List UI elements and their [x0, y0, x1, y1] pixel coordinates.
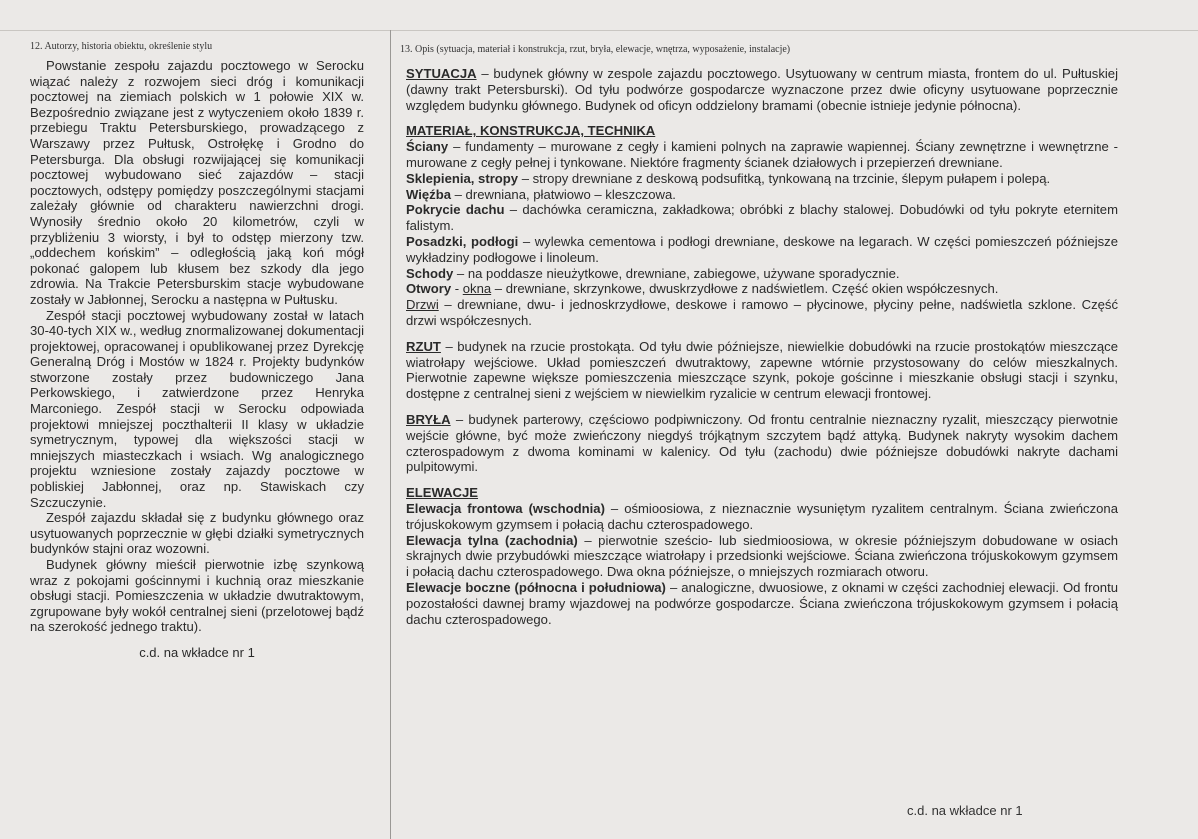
otwory-label: Otwory	[406, 281, 452, 297]
section-rzut	[406, 339, 1118, 402]
drzwi-text: – drewniane, dwu- i jednoskrzydłowe, deskowe i ramowo – płycinowe, płyciny pełne, nadświetla szklone. Część drzwi współczesnych.	[406, 297, 1118, 328]
history-paragraph-3: Zespół zajazdu składał się z budynku głównego oraz usytuowanych poprzecznie w głębi działki symetrycznych budynków stajni oraz wozowni.	[30, 510, 364, 557]
section-sytuacja	[406, 66, 1118, 113]
drzwi-label: Drzwi	[406, 297, 439, 313]
pokrycie-label: Pokrycie dachu	[406, 202, 505, 218]
elewacje-heading: ELEWACJE	[406, 485, 479, 501]
left-continued-note: c.d. na wkładce nr 1	[139, 644, 255, 660]
sklepienia-label: Sklepienia, stropy	[406, 170, 519, 186]
sciany-label: Ściany	[406, 139, 449, 155]
right-column-header: 13. Opis (sytuacja, materiał i konstrukcja, rzut, bryła, elewacje, wnętrza, wyposażenie, instalacje)	[400, 44, 791, 55]
elewacja-tylna-text: – pierwotnie sześcio- lub siedmioosiowa, w okresie późniejszym dobudowane w osiach skrajnych dwie przybudówki mieszczące wiatrołapy i przedsionki wejściowe. Ściana zwieńczona trójuskokowym gzymsem i połacią dachu czterospadowego. Dwa okna późniejsze, o mniejszych rozmiarach otworu.	[406, 532, 1118, 580]
history-paragraph-4: Budynek główny mieścił pierwotnie izbę szynkową wraz z pokojami gościnnymi i kuchnią oraz mieszkanie obsługi stacji. Pomieszczenia w układzie dwutraktowym, zgrupowane były wokół centralnej sieni (przelotowej bądź na szerokość jednego traktu).	[30, 557, 364, 635]
elewacja-frontowa-label: Elewacja frontowa (wschodnia)	[406, 500, 605, 516]
elewacje-boczne-text: – analogiczne, dwuosiowe, z oknami w części zachodniej elewacji. Od frontu pozostałości dawnej bramy wjazdowej na podwórze gospodarcze. Ściana zwieńczona trójuskokowym gzymsem i połacią dachu czterospadowego.	[406, 579, 1118, 627]
section-material	[406, 123, 1118, 328]
posadzki-label: Posadzki, podłogi	[406, 233, 519, 249]
bryla-heading: BRYŁA	[406, 411, 451, 427]
sytuacja-heading: SYTUACJA	[406, 66, 477, 81]
section-elewacje	[406, 485, 1118, 627]
material-heading: MATERIAŁ, KONSTRUKCJA, TECHNIKA	[406, 123, 656, 139]
elewacja-tylna-label: Elewacja tylna (zachodnia)	[406, 532, 578, 548]
top-rule	[0, 30, 1198, 31]
right-continued-note: c.d. na wkładce nr 1	[907, 803, 1023, 818]
okna-text: – drewniane, skrzynkowe, dwuskrzydłowe z nadświetlem. Część okien współczesnych.	[491, 281, 999, 297]
schody-text: – na poddasze nieużytkowe, drewniane, zabiegowe, używane sporadycznie.	[453, 265, 900, 281]
sciany-text: – fundamenty – murowane z cegły i kamieni polnych na zaprawie wapiennej. Ściany zewnętrzne i wewnętrzne - murowane z cegły pełnej i tynkowane. Niektóre fragmenty ścianek działowych i przepierzeń drewniane.	[406, 139, 1118, 170]
schody-label: Schody	[406, 265, 454, 281]
okna-label: okna	[462, 281, 492, 297]
wiezba-label: Więźba	[406, 186, 451, 202]
history-paragraph-2: Zespół stacji pocztowej wybudowany został w latach 30-40-tych XIX w., według znormalizowanej dokumentacji projektowej, opracowanej i opublikowanej przez Dyrekcję Generalną Dróg i Mostów w 1824 r. Projekty budynków stworzone zostały przez budowniczego Jana Perkowskiego, i zatwierdzone przez Henryka Marconiego. Zespół stacji w Serocku odpowiada projektowi mniejszej poczthalterii II klasy w układzie symetrycznym, typowej dla większości stacji w mniejszych miasteczkach i wsiach. Wg analogicznego projektu wzniesione zostały zajazdy pocztowe w pobliskiej Jabłonnej, oraz np. Stawiskach czy Szczuczynie.	[30, 307, 364, 510]
sklepienia-text: – stropy drewniane z deskową podsufitką, tynkowaną na trzcinie, ślepym pułapem i polepą.	[518, 170, 1051, 186]
left-column-header: 12. Autorzy, historia obiektu, określenie stylu	[30, 41, 213, 52]
description-column	[406, 66, 1118, 627]
rzut-text: – budynek na rzucie prostokąta. Od tyłu dwie późniejsze, niewielkie dobudówki na rzucie prostokątów mieszczące wiatrołapy wejściowe. Układ pomieszczeń dwutraktowy, zapewne wtórnie przystosowany do celów mieszkalnych. Pierwotnie zapewne większe pomieszczenia mieszczące szynk, pokoje gościnne i mieszkanie obsługi stacji i szynku, dostępne z centralnej sieni z wejściem w niewielkim ryzalicie w centrum elewacji frontowej.	[406, 338, 1118, 402]
history-paragraph-1: Powstanie zespołu zajazdu pocztowego w Serocku wiązać należy z rozwojem sieci dróg i komunikacji pocztowej na ziemiach polskich w 1 połowie XIX w. Bezpośrednio związane jest z wytyczeniem około 1839 r. przebiegu Traktu Petersburskiego, prowadzącego z Warszawy przez Pułtusk, Ostrołękę i Grodno do Petersburga. Dla obsługi rozwijającej się komunikacji pocztowej wybudowano sieć zajazdów – stacji pocztowych, odstępy pomiędzy poszczególnymi stacjami zależały głównie od charakteru nawierzchni drogi. Wynosiły średnio około 20 kilometrów, czyli w przybliżeniu 3 wiorsty, i był to odstęp mierzony tzw. „oddechem końskim” – odległością jaką koń mógł pokonać galopem lub kłusem bez szkody dla jego zdrowia. Na Trakcie Petersburskim stacje wybudowane zostały w Jabłonnej, Serocku a następna w Pułtusku.	[30, 58, 364, 307]
column-divider	[390, 30, 391, 839]
elewacja-frontowa-text: – ośmioosiowa, z nieznacznie wysuniętym ryzalitem centralnym. Ściana zwieńczona trójuskokowym gzymsem i połacią dachu czterospadowego.	[406, 500, 1118, 532]
otwory-separator: -	[451, 281, 463, 297]
elewacje-boczne-label: Elewacje boczne (północna i południowa)	[406, 579, 666, 595]
bryla-text: – budynek parterowy, częściowo podpiwniczony. Od frontu centralnie nieznaczny ryzalit, mieszczący pierwotnie wejście główne, być może zwieńczony niegdyś trójkątnym szczytem bądź attyką. Budynek nakryty wysokim dachem czterospadowym z dwoma kominami w kalenicy. Od tyłu (zachodu) dwie późniejsze dobudówki nakryte dachami pulpitowymi.	[406, 411, 1118, 475]
wiezba-text: – drewniana, płatwiowo – kleszczowa.	[451, 186, 676, 202]
sytuacja-text: – budynek główny w zespole zajazdu pocztowego. Usytuowany w centrum miasta, frontem do ul. Pułtuskiej (dawny trakt Petersburski). Od tyłu podwórze gospodarcze wyznaczone przez dwie oficyny usytuowane poprzecznie względem budynku głównego. Budynek od oficyn oddzielony bramami (obecnie istnieje jedynie północna).	[406, 66, 1118, 113]
pokrycie-text: – dachówka ceramiczna, zakładkowa; obróbki z blachy stalowej. Dobudówki od tyłu pokryte eternitem falistym.	[406, 202, 1118, 234]
history-column	[30, 58, 364, 661]
section-bryla	[406, 412, 1118, 475]
posadzki-text: – wylewka cementowa i podłogi drewniane, deskowe na legarach. W części pomieszczeń późniejsze wykładziny podłogowe i linoleum.	[406, 233, 1118, 265]
rzut-heading: RZUT	[406, 338, 441, 354]
